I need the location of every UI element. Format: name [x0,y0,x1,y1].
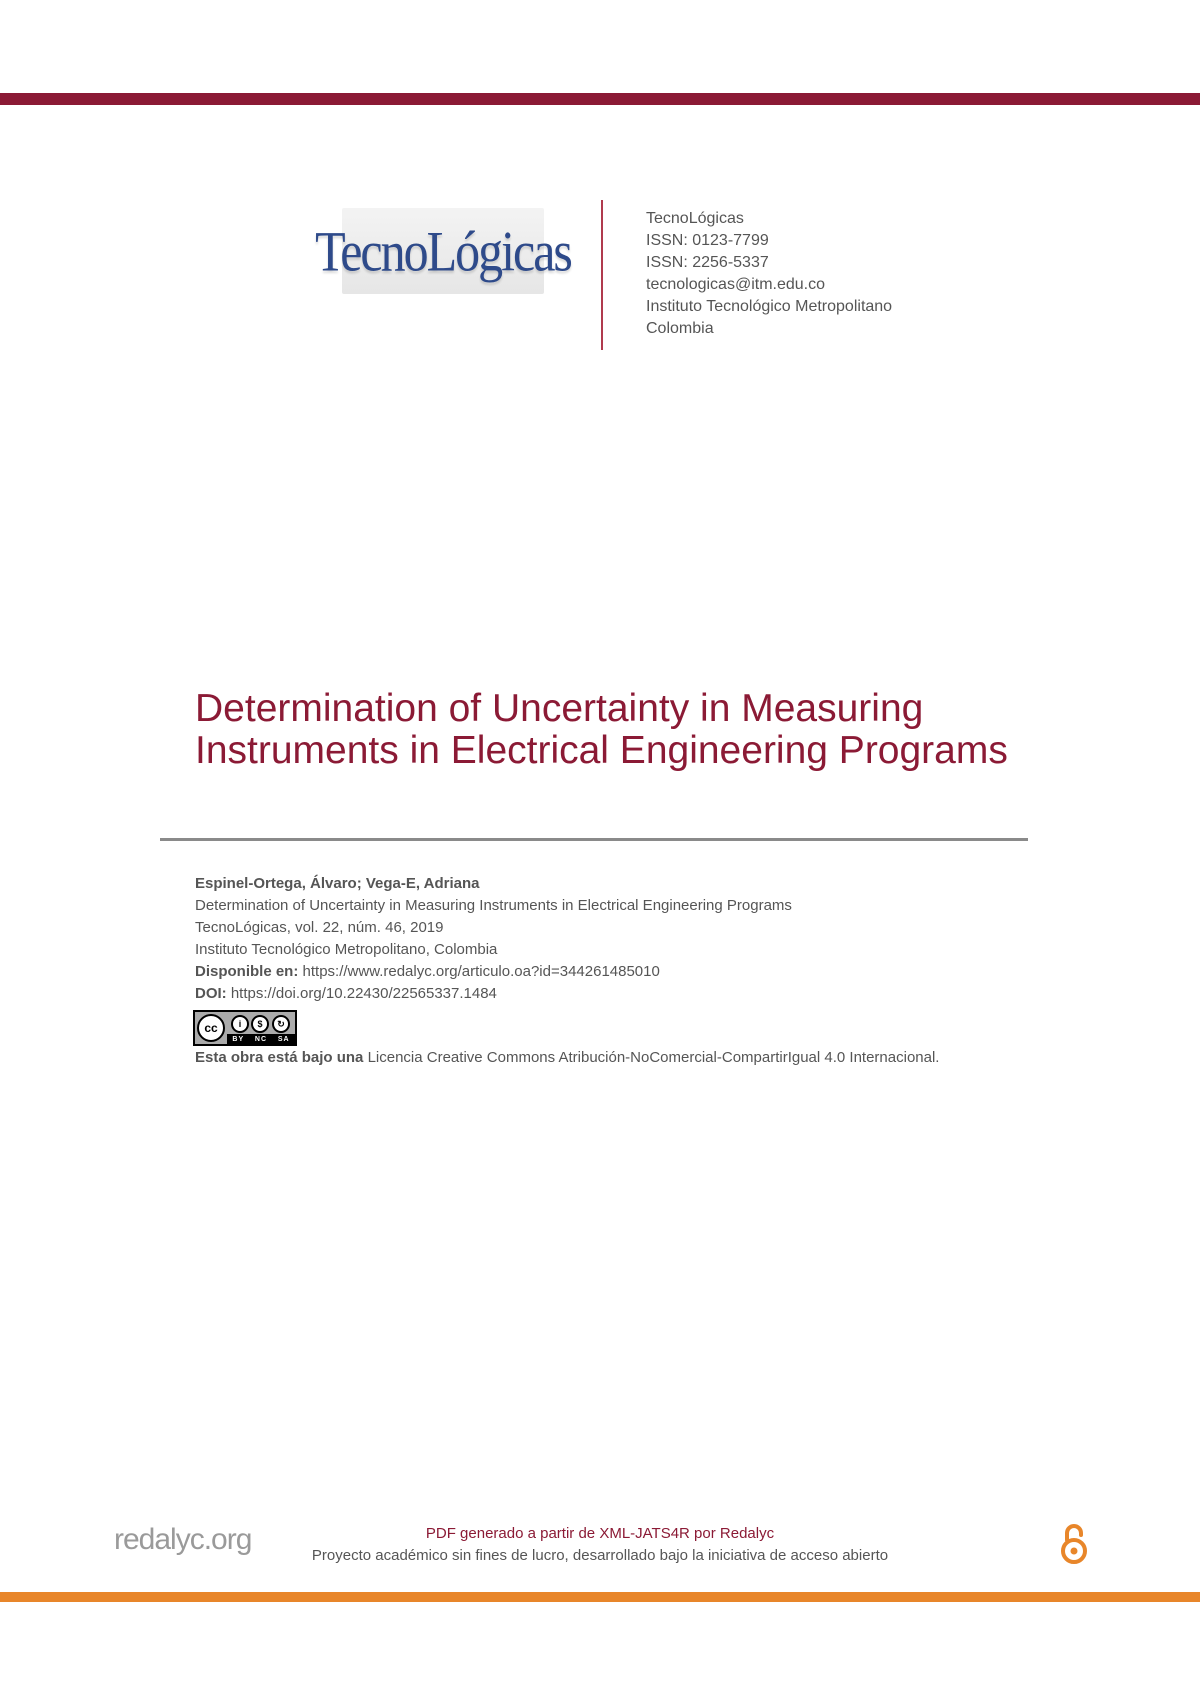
journal-institution: Instituto Tecnológico Metropolitano [646,298,893,315]
doi-label: DOI: [195,985,227,1002]
journal-info [646,208,892,340]
sa-icon: ↻ [272,1015,290,1033]
article-availability [195,961,1095,983]
title-divider [160,838,1028,841]
article-doi [195,983,1095,1005]
article-metadata [195,873,1095,1005]
header-divider [601,200,603,350]
journal-issn-print: ISSN: 0123-7799 [646,232,769,249]
journal-email[interactable]: tecnologicas@itm.edu.co [646,276,825,293]
license-link[interactable]: Licencia Creative Commons Atribución-NoComercial-CompartirIgual 4.0 Internacional. [367,1049,940,1066]
journal-name: TecnoLógicas [646,210,744,227]
redalyc-logo-text: redalyc.org [114,1523,252,1556]
cc-strip [227,1034,295,1044]
open-access-lock-icon [1060,1522,1088,1564]
license-prefix: Esta obra está bajo una [195,1049,364,1066]
cc-icon: cc [197,1014,225,1042]
article-publisher: Instituto Tecnológico Metropolitano, Colombia [195,941,498,958]
article-title-line: Determination of Uncertainty in Measuring Instruments in Electrical Engineering Programs [195,897,792,914]
availability-label: Disponible en: [195,963,299,980]
license-statement [195,1048,939,1068]
by-icon: i [231,1015,249,1033]
availability-link[interactable]: https://www.redalyc.org/articulo.oa?id=344261485010 [302,963,660,980]
nc-label: NC [254,1035,268,1043]
nc-icon: $ [251,1015,269,1033]
journal-issn-online: ISSN: 2256-5337 [646,254,769,271]
bottom-accent-bar [0,1592,1200,1602]
footer-generated: PDF generado a partir de XML-JATS4R por Redalyc [425,1525,775,1542]
by-label: BY [232,1035,245,1043]
article-authors: Espinel-Ortega, Álvaro; Vega-E, Adriana [195,875,480,892]
journal-logo [315,208,571,294]
article-citation: TecnoLógicas, vol. 22, núm. 46, 2019 [195,919,444,936]
doi-link[interactable]: https://doi.org/10.22430/22565337.1484 [230,985,497,1002]
article-title: Determination of Uncertainty in Measuring Instruments in Electrical Engineering Programs [195,687,1008,772]
top-accent-bar [0,93,1200,105]
footer-project: Proyecto académico sin fines de lucro, desarrollado bajo la iniciativa de acceso abierto [311,1547,889,1564]
journal-country: Colombia [646,320,714,337]
sa-label: SA [277,1035,290,1043]
creative-commons-badge[interactable] [193,1010,297,1046]
journal-logo-text: TecnoLógicas [315,218,571,284]
redalyc-logo[interactable] [114,1523,251,1557]
footer-text [300,1523,900,1567]
